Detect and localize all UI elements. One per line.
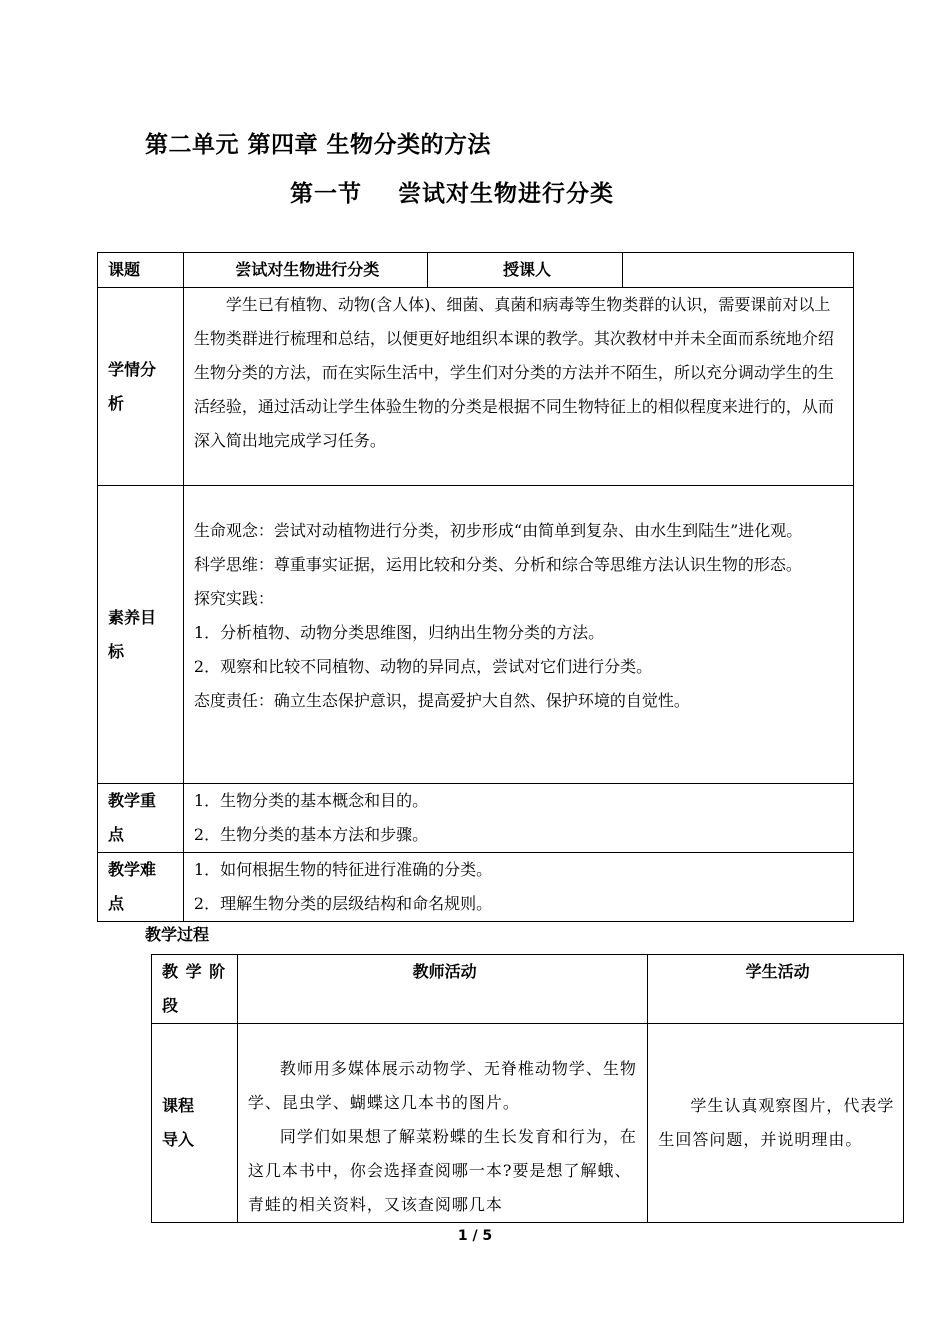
- goal-item: 探究实践：: [193, 589, 274, 608]
- intro-stage-line2: 导入: [162, 1130, 195, 1149]
- goal-item: 1．分析植物、动物分类思维图，归纳出生物分类的方法。: [193, 623, 605, 642]
- goal-item: 科学思维：尊重事实证据，运用比较和分类、分析和综合等思维方法认识生物的形态。: [193, 555, 802, 574]
- key-points-content: [183, 784, 853, 853]
- analysis-label: [98, 288, 184, 486]
- difficult-points-content: [183, 853, 853, 922]
- document-title: 第二单元 第四章 生物分类的方法: [145, 132, 492, 158]
- teacher-activity-header: 教师活动: [237, 955, 647, 1024]
- teacher-paragraph: 教师用多媒体展示动物学、无脊椎动物学、生物学、昆虫学、蝴蝶这几本书的图片。: [247, 1059, 637, 1112]
- page-number: 1 / 5: [457, 1228, 493, 1244]
- intro-teacher-activity: [237, 1024, 647, 1223]
- intro-stage-label: [152, 1024, 238, 1223]
- stage-header: 教 学 阶 段: [152, 955, 238, 1024]
- topic-label: 课题: [98, 253, 184, 288]
- teacher-label: 授课人: [427, 253, 623, 288]
- difficult-points-label: [98, 853, 184, 922]
- goal-item: 生命观念：尝试对动植物进行分类，初步形成“由简单到复杂、由水生到陆生”进化观。: [193, 521, 803, 540]
- topic-value: 尝试对生物进行分类: [183, 253, 427, 288]
- analysis-text: 学生已有植物、动物(含人体)、细菌、真菌和病毒等生物类群的认识，需要课前对以上生物类群进行梳理和总结，以便更好地组织本课的教学。其次教材中并未全面而系统地介绍生物分类的方法，而在实际生活中，学生们对分类的方法并不陌生，所以充分调动学生的生活经验，通过活动让学生体验生物的分类是根据不同生物特征上的相似程度来进行的，从而深入简出地完成学习任务。: [193, 295, 834, 450]
- intro-stage-line1: 课程: [162, 1096, 195, 1115]
- goal-item: 态度责任：确立生态保护意识，提高爱护大自然、保护环境的自觉性。: [193, 691, 690, 710]
- difficult-point-item: 2．理解生物分类的层级结构和命名规则。: [193, 894, 493, 913]
- diff-label-line2: 点: [108, 894, 125, 913]
- key-label-line2: 点: [108, 825, 125, 844]
- process-title: 教学过程: [145, 925, 210, 944]
- goal-item: 2．观察和比较不同植物、动物的异同点，尝试对它们进行分类。: [193, 657, 653, 676]
- analysis-label-line1: 学情分: [108, 359, 157, 379]
- teaching-process-table: [151, 954, 904, 1223]
- goals-label-line1: 素养目: [108, 607, 157, 627]
- goals-label-line2: 标: [108, 641, 125, 661]
- key-point-item: 1．生物分类的基本概念和目的。: [193, 791, 429, 810]
- difficult-point-item: 1．如何根据生物的特征进行准确的分类。: [193, 860, 493, 879]
- teacher-value: [623, 253, 854, 288]
- key-points-label: [98, 784, 184, 853]
- diff-label-line1: 教学难: [108, 860, 157, 879]
- student-paragraph: 学生认真观察图片，代表学生回答问题，并说明理由。: [658, 1096, 895, 1149]
- teacher-paragraph: 同学们如果想了解菜粉蝶的生长发育和行为，在这几本书中，你会选择查阅哪一本?要是想了解蛾、青蛙的相关资料，又该查阅哪几本: [247, 1127, 637, 1214]
- key-point-item: 2．生物分类的基本方法和步骤。: [193, 825, 429, 844]
- goals-label: [98, 486, 184, 784]
- analysis-content: [183, 288, 853, 486]
- section-title: 第一节 尝试对生物进行分类: [290, 181, 615, 207]
- analysis-label-line2: 析: [108, 393, 125, 413]
- key-label-line1: 教学重: [108, 791, 157, 810]
- student-activity-header: 学生活动: [648, 955, 904, 1024]
- goals-content: [183, 486, 853, 784]
- lesson-info-table: [97, 252, 854, 922]
- intro-student-activity: [648, 1024, 904, 1223]
